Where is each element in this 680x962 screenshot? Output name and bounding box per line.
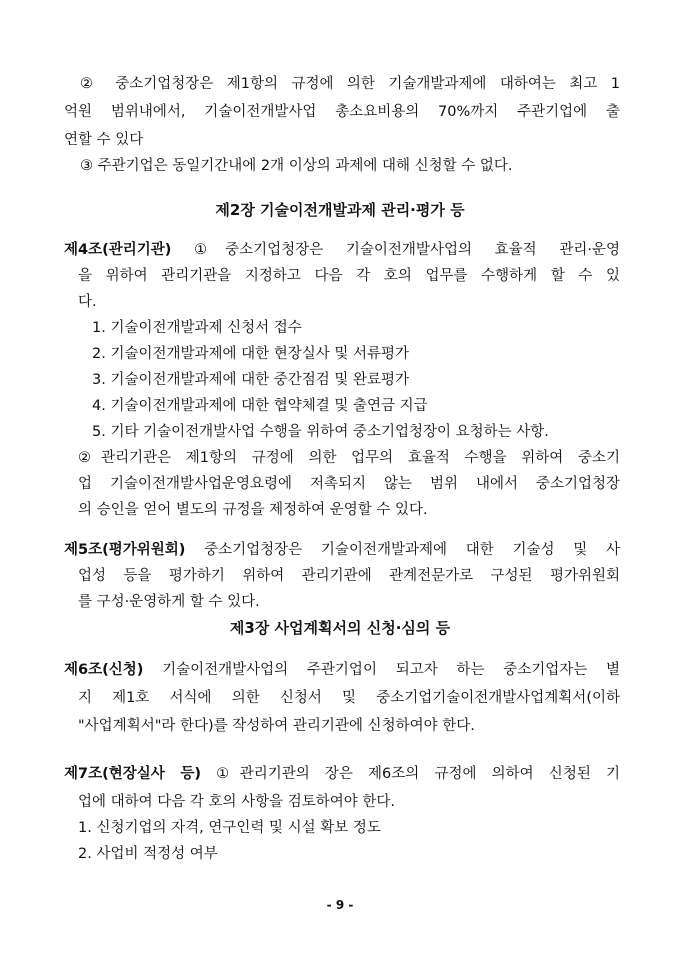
paragraph-line: 업성 등을 평가하기 위하여 관리기관에 관계전문가로 구성된 평가위원회 <box>78 568 620 584</box>
list-item: 4. 기술이전개발과제에 대한 협약체결 및 출연금 지급 <box>92 398 428 414</box>
paragraph-line: ②관리기관은 제1항의 규정에 의한 업무의 효율적 수행을 위하여 중소기 <box>78 450 620 466</box>
paragraph-line: 업에 대하여 다음 각 호의 사항을 검토하여야 한다. <box>78 794 396 810</box>
article-title: 제4조(관리기관) <box>64 242 172 258</box>
paragraph-line: 억원 범위내에서, 기술이전개발사업 총소요비용의 70%까지 주관기업에 출 <box>64 104 620 120</box>
paragraph-line: 지 제1호 서식에 의한 신청서 및 중소기업기술이전개발사업계획서(이하 <box>78 690 620 706</box>
article-text: ①중소기업청장은 기술이전개발사업의 효율적 관리·운영 <box>171 242 620 258</box>
article-title: 제5조(평가위원회) <box>64 542 186 558</box>
paragraph-line: 업 기술이전개발사업운영요령에 저촉되지 않는 범위 내에서 중소기업청장 <box>78 476 620 492</box>
article-6-first-line <box>64 660 620 680</box>
list-item: 1. 신청기업의 자격, 연구인력 및 시설 확보 정도 <box>78 820 381 836</box>
list-item: 3. 기술이전개발과제에 대한 중간점검 및 완료평가 <box>92 372 410 388</box>
article-title: 제7조(현장실사 등) <box>64 766 201 782</box>
paragraph-line: ② 중소기업청장은 제1항의 규정에 의한 기술개발과제에 대하여는 최고 1 <box>80 76 620 92</box>
paragraph-line: 연할 수 있다 <box>64 132 144 148</box>
list-item: 2. 사업비 적정성 여부 <box>78 846 218 862</box>
paragraph-line: 의 승인을 얻어 별도의 규정을 제정하여 운영할 수 있다. <box>78 502 428 518</box>
article-text: 기술이전개발사업의 주관기업이 되고자 하는 중소기업자는 별 <box>143 662 620 678</box>
article-4-first-line <box>64 240 620 260</box>
list-item: 1. 기술이전개발과제 신청서 접수 <box>92 320 302 336</box>
paragraph-line: ③ 주관기업은 동일기간내에 2개 이상의 과제에 대해 신청할 수 없다. <box>80 158 513 174</box>
article-5-first-line <box>64 540 620 560</box>
paragraph-line: 을 위하여 관리기관을 지정하고 다음 각 호의 업무를 수행하게 할 수 있 <box>78 268 620 284</box>
article-title: 제6조(신청) <box>64 662 144 678</box>
paragraph-line: 다. <box>78 294 97 310</box>
article-text: 중소기업청장은 기술이전개발과제에 대한 기술성 및 사 <box>185 542 620 558</box>
list-item: 2. 기술이전개발과제에 대한 현장실사 및 서류평가 <box>92 346 410 362</box>
list-item: 5. 기타 기술이전개발사업 수행을 위하여 중소기업청장이 요청하는 사항. <box>92 424 549 440</box>
article-7-first-line <box>64 764 620 784</box>
page-number: - 9 - <box>326 898 354 912</box>
article-text: ①관리기관의 장은 제6조의 규정에 의하여 신청된 기 <box>201 766 620 782</box>
paragraph-line: 를 구성·운영하게 할 수 있다. <box>78 594 260 610</box>
paragraph-line: "사업계획서"라 한다)를 작성하여 관리기관에 신청하여야 한다. <box>78 718 475 734</box>
chapter-heading: 제2장 기술이전개발과제 관리·평가 등 <box>215 201 465 219</box>
chapter-heading: 제3장 사업계획서의 신청·심의 등 <box>229 619 451 637</box>
